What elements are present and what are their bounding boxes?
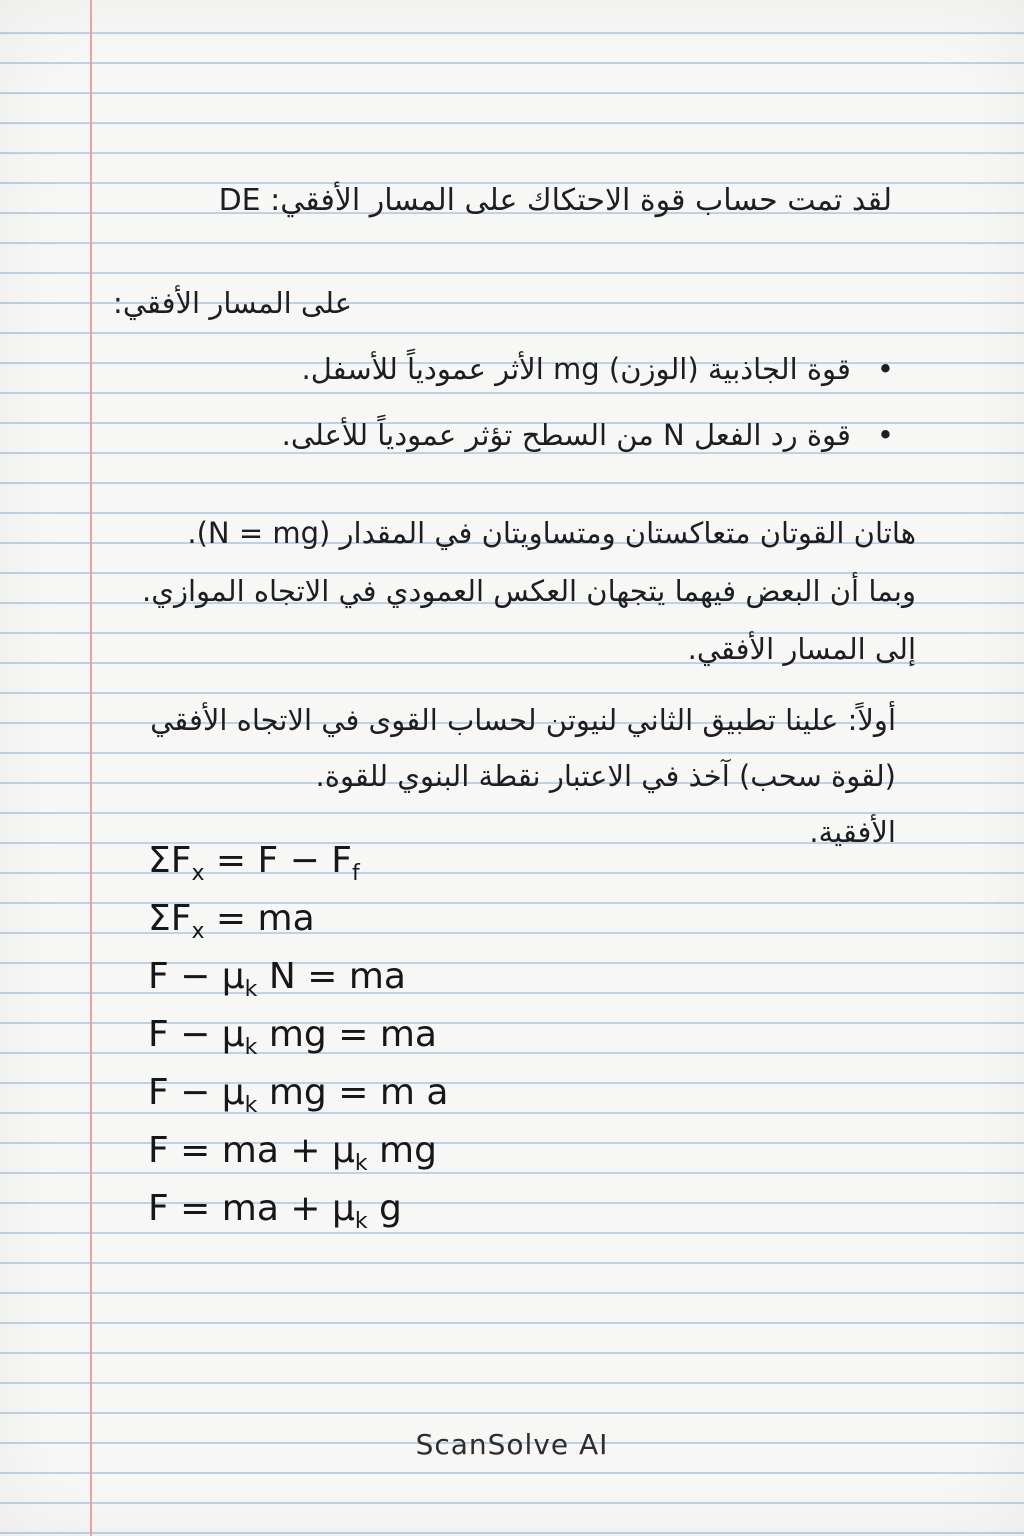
paragraph-line: إلى المسار الأفقي. [687, 632, 916, 666]
paragraph-line: الأفقية. [809, 815, 896, 849]
bullet-text: قوة رد الفعل N من السطح تؤثر عمودياً للأعلى. [281, 418, 851, 452]
bullet-list [282, 336, 894, 468]
equation-line: F = ma + $\mu_k$ g [148, 1188, 402, 1235]
paragraph-line: أولاً: علينا تطبيق الثاني لنيوتن لحساب القوى في الاتجاه الأفقي [150, 703, 896, 737]
equation-line: F = ma + $\mu_k$ mg [148, 1130, 437, 1177]
equation-block [148, 832, 448, 1238]
equation-line: $F - \mu_k$ N = ma [148, 956, 406, 1003]
paragraph-forces [142, 504, 916, 678]
paragraph-line: (لقوة سحب) آخذ في الاعتبار نقطة البنوي للقوة. [315, 759, 896, 793]
equation-line: $F - \mu_k$ mg = m a [148, 1072, 449, 1119]
paragraph-line: وبما أن البعض فيهما يتجهان العكس العمودي في الاتجاه الموازي. [142, 574, 916, 608]
list-item [282, 336, 894, 402]
margin-line [90, 0, 92, 1536]
bullet-icon: • [876, 352, 894, 386]
equation-line: $\Sigma F_x$ = ma [148, 898, 315, 945]
page-title: لقد تمت حساب قوة الاحتكاك على المسار الأفقي: DE [218, 183, 892, 218]
bullet-text: قوة الجاذبية (الوزن) mg الأثر عمودياً للأسفل. [301, 352, 851, 386]
equation-line: $F - \mu_k$ mg = ma [148, 1014, 437, 1061]
list-item [282, 402, 894, 468]
section-heading: على المسار الأفقي: [113, 286, 352, 320]
bullet-icon: • [876, 418, 894, 452]
paragraph-line: هاتان القوتان متعاكستان ومتساويتان في المقدار (N = mg). [187, 516, 916, 550]
watermark: ScanSolve AI [415, 1428, 609, 1461]
equation-line: $\Sigma F_x = F - F_f$ [148, 840, 360, 887]
